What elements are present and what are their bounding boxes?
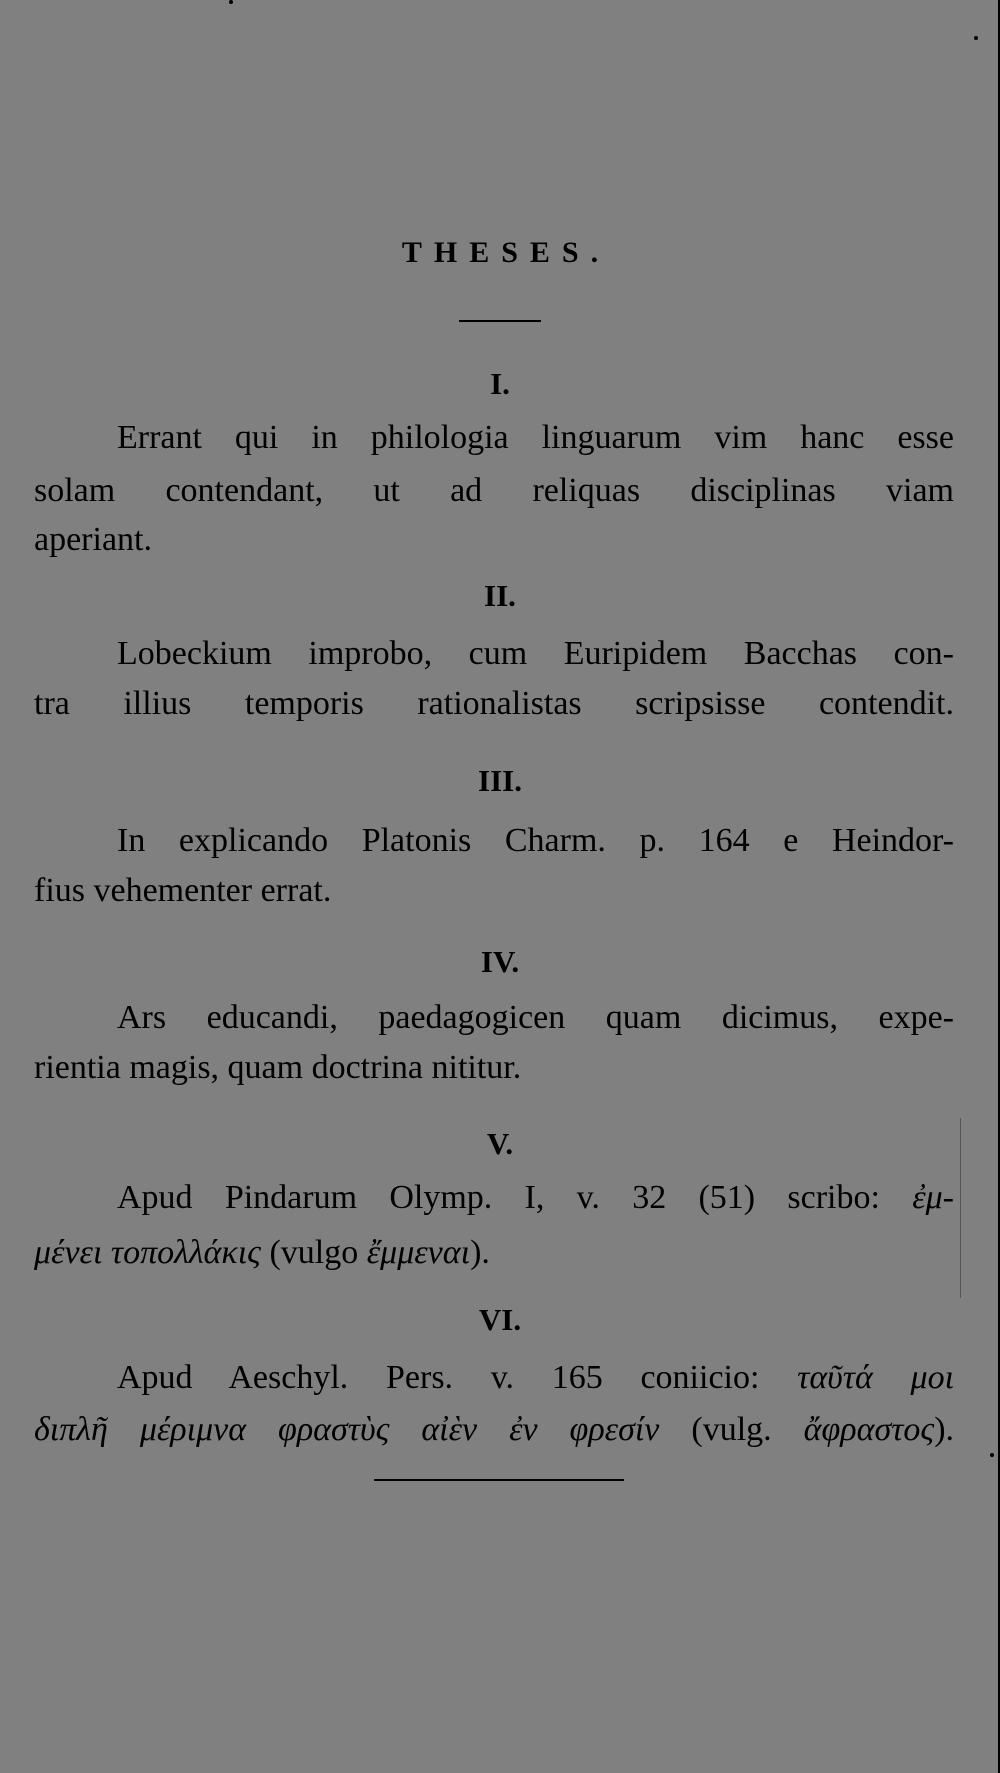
title-rule <box>459 320 541 322</box>
thesis-5-line-end: ). <box>470 1234 490 1271</box>
thesis-2-line-1: Lobeckium improbo, cum Euripidem Bacchas con- <box>117 635 954 672</box>
thesis-numeral-3: III. <box>478 763 522 798</box>
thesis-6-greek-start: ταῦτά μοι <box>797 1359 955 1396</box>
margin-mark <box>960 1118 961 1298</box>
thesis-numeral-1: I. <box>490 366 510 401</box>
thesis-5-greek-hyphenated: ἐμ- <box>912 1179 955 1216</box>
thesis-1-line-1: Errant qui in philologia linguarum vim hanc esse <box>117 419 954 456</box>
thesis-6-vulgate-label: (vulg. <box>691 1411 772 1448</box>
thesis-6-greek-vulgate: ἄφραστος <box>803 1411 935 1448</box>
thesis-numeral-6: VI. <box>478 1302 522 1337</box>
thesis-6-greek-emendation: διπλῆ μέριμνα φραστὺς αἰὲν ἐν φρεσίν <box>34 1411 660 1448</box>
thesis-4-line-1: Ars educandi, paedagogicen quam dicimus, expe- <box>117 999 954 1036</box>
thesis-3-line-2: fius vehementer errat. <box>34 872 332 909</box>
thesis-1-line-3: aperiant. <box>34 521 152 558</box>
page-title: THESES. <box>401 236 611 269</box>
thesis-5-vulgate-label: (vulgo <box>269 1234 359 1271</box>
scan-speck <box>229 0 233 4</box>
thesis-5-greek-vulgate: ἔμμεναι <box>366 1234 471 1271</box>
thesis-6-line-1 <box>117 1358 954 1398</box>
scan-speck <box>974 36 978 40</box>
thesis-numeral-2: II. <box>484 578 516 613</box>
thesis-5-line-1 <box>117 1178 954 1218</box>
thesis-5-line-1-text: Apud Pindarum Olymp. I, v. 32 (51) scribo: <box>117 1179 880 1216</box>
thesis-6-line-1-text: Apud Aeschyl. Pers. v. 165 coniicio: <box>117 1359 760 1396</box>
thesis-6-line-2 <box>34 1410 954 1450</box>
thesis-5-line-2 <box>34 1233 954 1273</box>
thesis-numeral-4: IV. <box>480 944 520 979</box>
thesis-5-greek-emendation: μένει τοπολλάκις <box>34 1234 261 1271</box>
end-rule <box>374 1479 624 1481</box>
thesis-1-line-2: solam contendant, ut ad reliquas disciplinas viam <box>34 472 954 509</box>
thesis-4-line-2: rientia magis, quam doctrina nititur. <box>34 1049 522 1086</box>
thesis-2-line-2: tra illius temporis rationalistas scripsisse contendit. <box>34 685 954 722</box>
thesis-3-line-1: In explicando Platonis Charm. p. 164 e Heindor- <box>117 822 954 859</box>
thesis-numeral-5: V. <box>486 1126 514 1161</box>
thesis-6-line-end: ). <box>934 1411 955 1448</box>
scan-speck <box>990 1453 994 1457</box>
